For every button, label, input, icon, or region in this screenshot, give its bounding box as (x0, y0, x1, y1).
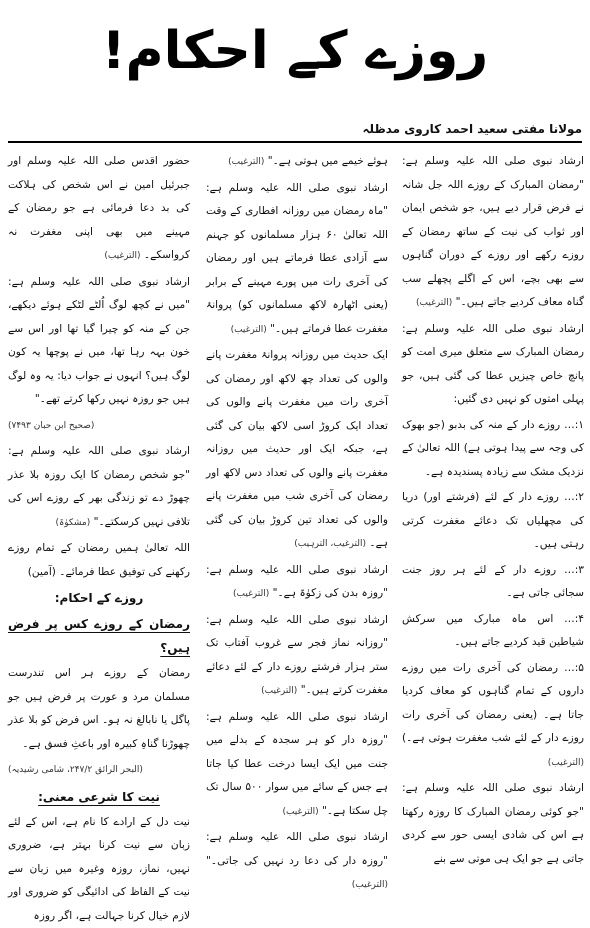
paragraph (402, 657, 584, 776)
paragraph (8, 440, 190, 535)
paragraph (402, 559, 584, 606)
paragraph-text: ارشاد نبوی صلی اللہ علیہ وسلم ہے: "جو کوئی رمضان المبارک کا روزہ رکھتا ہے اس کی شادی ایسی حور سے کردی جاتی ہے جو ایک ہی موتی سے بنے (402, 782, 584, 865)
reference: (الترغیب) (104, 251, 140, 261)
paragraph-text: حضور اقدس صلی اللہ علیہ وسلم اور جبرئیل امین نے اس شخص کی ہلاکت کی بد دعا فرمائی ہے جو رمضان کے مہینے میں بھی اپنی مغفرت نہ کرواسکے۔ (8, 155, 190, 261)
paragraph-text: ارشاد نبوی صلی اللہ علیہ وسلم ہے: رمضان المبارک سے متعلق میری امت کو پانچ خاص چیزیں عطا کی گئی ہیں، جو پہلی امتوں کو نہیں دی گئیں: (402, 323, 584, 406)
paragraph-text: ارشاد نبوی صلی اللہ علیہ وسلم ہے: "روزہ دار کی دعا رد نہیں کی جاتی۔" (206, 831, 388, 867)
paragraph (206, 150, 388, 175)
reference: (الترغیب، الترہیب) (294, 539, 366, 549)
paragraph-text: رمضان کے روزے ہر اس تندرست مسلمان مرد و عورت پر فرض ہیں جو پاگل یا نابالغ نہ ہو۔ اس فرض کو بلا عذر چھوڑنا گناہِ کبیرہ اور باعثِ فسق ہے۔ (8, 667, 190, 750)
paragraph-text: ارشاد نبوی صلی اللہ علیہ وسلم ہے: "ماہ رمضان میں روزانہ افطاری کے وقت اللہ تعالیٰ ۶۰ ہزار مسلمانوں کو جہنم سے آزادی عطا فرماتے ہیں اور رمضان کی آخری رات میں پورے مہینے کے برابر (یعنی اٹھارہ لاکھ مسلمانوں کو) پروانۂ مغفرت عطا فرماتے ہیں۔" (206, 182, 388, 335)
paragraph (8, 150, 190, 269)
reference: (الترغیب) (282, 807, 318, 817)
paragraph (402, 414, 584, 485)
paragraph-text: ۳:… روزے دار کے لئے ہر روز جنت سجائی جاتی ہے۔ (402, 564, 584, 600)
reference: (مشکوٰۃ) (55, 518, 90, 528)
paragraph-text: ایک حدیث میں روزانہ پروانۂ مغفرت پانے والوں کی تعداد چھ لاکھ اور رمضان کی آخری رات میں مغفرت پانے والوں کی تعداد ایک کروڑ اسی لاکھ بیان کی گئی ہے، جبکہ ایک اور حدیث میں روزانہ مغفرت پانے والوں کی تعداد دس لاکھ اور رمضان کی آخری شب میں مغفرت پانے والوں کی تعداد تین کروڑ بیان کی گئی ہے۔ (206, 349, 388, 549)
paragraph (206, 344, 388, 557)
paragraph (8, 271, 190, 412)
paragraph (206, 706, 388, 825)
paragraph (206, 177, 388, 343)
paragraph (8, 811, 190, 928)
paragraph (8, 537, 190, 584)
section-subheading: رمضان کے روزے کس پر فرض ہیں؟ (8, 612, 190, 660)
paragraph-text: ارشاد نبوی صلی اللہ علیہ وسلم ہے: "روزانہ نماز فجر سے غروب آفتاب تک ستر ہزار فرشتے روزے دار کے لئے دعائے مغفرت کرتے ہیں۔" (206, 614, 388, 697)
paragraph-text: ۲:… روزے دار کے لئے (فرشتے اور) دریا کی مچھلیاں تک دعائے مغفرت کرتی رہتی ہیں۔ (402, 491, 584, 550)
paragraph-text: ۵:… رمضان کی آخری رات میں روزے داروں کے تمام گناہوں کو معاف کردیا جاتا ہے۔ (یعنی رمضان کی آخری رات روزے دار کے لئے شب مغفرت ہوتی ہے۔) (402, 662, 584, 745)
paragraph (206, 559, 388, 607)
paragraph (402, 608, 584, 655)
paragraph (206, 609, 388, 704)
paragraph-text: ارشاد نبوی صلی اللہ علیہ وسلم ہے: "روزہ بدن کی زکوٰۃ ہے۔" (206, 564, 388, 600)
reference-line (8, 414, 190, 439)
reference: (الترغیب) (233, 589, 269, 599)
reference: (الترغیب) (261, 686, 297, 696)
column-right (402, 150, 584, 790)
paragraph-text: ارشاد نبوی صلی اللہ علیہ وسلم ہے: "روزہ دار کو ہر سجدہ کے بدلے میں جنت میں ایک ایسا درخت عطا کیا جاتا ہے جس کے سائے میں سوار ۵۰۰ سال تک چل سکتا ہے۔" (206, 711, 388, 817)
paragraph (402, 486, 584, 557)
reference: (الترغیب) (228, 157, 264, 167)
paragraph (402, 150, 584, 316)
reference: (الترغیب) (231, 325, 267, 335)
title-divider (8, 141, 582, 143)
paragraph (402, 318, 584, 412)
paragraph-text: اللہ تعالیٰ ہمیں رمضان کے تمام روزے رکھنے کی توفیق عطا فرمائے۔ (آمین) (8, 542, 190, 578)
column-middle (206, 150, 388, 790)
paragraph-text: ارشاد نبوی صلی اللہ علیہ وسلم ہے: "جو شخص رمضان کا ایک روزہ بلا عذر چھوڑ دے تو زندگی بھر کے روزے اس کی تلافی نہیں کرسکتے۔" (8, 445, 190, 528)
reference-line (8, 758, 190, 783)
paragraph-text: ارشاد نبوی صلی اللہ علیہ وسلم ہے: "میں نے کچھ لوگ اُلٹے لٹکے ہوئے دیکھے، جن کے منہ کو چیرا گیا تھا اور اس سے خون بہہ رہا تھا، میں نے پوچھا یہ کون لوگ ہیں؟ انہوں نے جواب دیا: یہ وہ لوگ ہیں جو روزہ نہیں رکھا کرتے تھے۔" (8, 276, 190, 406)
reference: (البحر الرائق ۲۴۷/۲، شامی رشیدیہ) (8, 765, 143, 775)
paragraph-text: ۴:… اس ماہ مبارک میں سرکش شیاطین قید کردیے جاتے ہیں۔ (402, 613, 584, 649)
section-subheading: نیت کا شرعی معنی: (8, 785, 190, 809)
author-name: مولانا مفتی سعید احمد کاروی مدظلہ (300, 120, 582, 140)
paragraph-text: ارشاد نبوی صلی اللہ علیہ وسلم ہے: "رمضان المبارک کے روزے اللہ جل شانہ نے فرض قرار دیے ہیں، جو شخص ایمان اور ثواب کی نیت کے ساتھ رمضان کے روزے رکھے اور روزے کے دوران گناہوں سے بھی بچے، اس کے اگلے پچھلے سب گناہ معاف کردیے جاتے ہیں۔" (402, 155, 584, 308)
paragraph-text: ہوئے خیمے میں ہوتی ہے۔" (268, 155, 388, 167)
paragraph (8, 662, 190, 756)
paragraph (206, 826, 388, 898)
reference: (الترغیب) (548, 758, 584, 768)
reference: (الترغیب) (352, 880, 388, 890)
section-heading: روزے کے احکام: (8, 586, 190, 610)
paragraph-text: ۱:… روزے دار کے منہ کی بدبو (جو بھوک کی وجہ سے پیدا ہوتی ہے) اللہ تعالیٰ کے نزدیک مشک سے زیادہ پسندیدہ ہے۔ (402, 419, 584, 478)
page-title: روزے کے احکام! (0, 6, 590, 96)
paragraph-text: نیت دل کے ارادے کا نام ہے، اس کے لئے زبان سے نیت کرنا بہتر ہے، ضروری نہیں، نماز، روزہ وغیرہ میں زبان سے نیت کے الفاظ کی ادائیگی کو ضروری اور لازم خیال کرنا جہالت ہے، اگر روزہ (8, 816, 190, 922)
reference: (الترغیب) (416, 298, 452, 308)
column-left (8, 150, 190, 790)
paragraph (402, 777, 584, 871)
reference: (صحیح ابن حبان ۷۴۹۳) (8, 421, 94, 431)
